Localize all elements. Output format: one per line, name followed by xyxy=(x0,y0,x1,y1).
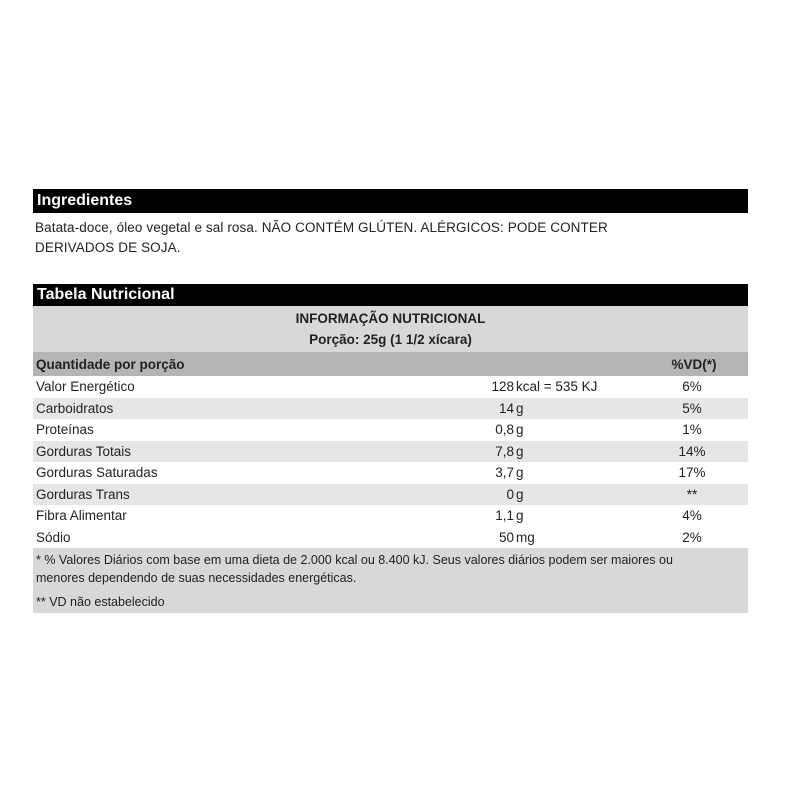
nutrient-value: 3,7 xyxy=(495,465,514,481)
nutrient-unit: kcal = 535 KJ xyxy=(516,379,598,395)
nutrient-name: Carboidratos xyxy=(36,400,114,416)
table-row xyxy=(33,462,748,484)
table-row xyxy=(33,505,748,527)
nutrient-name: Gorduras Trans xyxy=(36,486,130,502)
nutrient-unit: g xyxy=(516,486,524,502)
nutrient-vd: 17% xyxy=(678,465,706,481)
ingredients-heading xyxy=(33,189,748,213)
ingredients-line-2: DERIVADOS DE SOJA. xyxy=(35,240,181,255)
table-row xyxy=(33,441,748,463)
nutrition-heading xyxy=(33,284,748,306)
vd-column-header: %VD(*) xyxy=(671,356,717,372)
nutrient-unit: g xyxy=(516,422,524,438)
column-header-row xyxy=(33,352,748,376)
footnote-daily-values-line-1: * % Valores Diários com base em uma dieta de 2.000 kcal ou 8.400 kJ. Seus valores diários podem ser maiores ou xyxy=(36,553,673,567)
nutrition-table xyxy=(33,306,748,613)
nutrient-value: 0,8 xyxy=(495,422,514,438)
nutrient-vd: 2% xyxy=(682,529,702,545)
nutrient-vd: 5% xyxy=(682,400,702,416)
table-row xyxy=(33,527,748,549)
nutrient-value: 7,8 xyxy=(495,443,514,459)
nutrient-vd: 4% xyxy=(682,508,702,524)
nutrient-name: Gorduras Saturadas xyxy=(36,465,158,481)
nutrient-unit: g xyxy=(516,465,524,481)
nutrient-unit: g xyxy=(516,443,524,459)
nutrition-info-title: INFORMAÇÃO NUTRICIONAL xyxy=(295,311,486,326)
quantity-column-header: Quantidade por porção xyxy=(36,356,185,372)
nutrient-vd: 6% xyxy=(682,379,702,395)
ingredients-title: Ingredientes xyxy=(37,192,133,209)
nutrition-title: Tabela Nutricional xyxy=(37,286,175,303)
nutrient-name: Valor Energético xyxy=(36,379,135,395)
table-row xyxy=(33,376,748,398)
footnote-daily-values-line-2: menores dependendo de suas necessidades energéticas. xyxy=(36,571,357,585)
table-row xyxy=(33,419,748,441)
table-row xyxy=(33,398,748,420)
nutrient-value: 128 xyxy=(491,379,514,395)
nutrient-value: 50 xyxy=(498,529,514,545)
ingredients-text xyxy=(33,218,750,258)
nutrient-unit: g xyxy=(516,508,524,524)
nutrient-name: Proteínas xyxy=(36,422,94,438)
nutrient-unit: mg xyxy=(516,529,535,545)
ingredients-line-1: Batata-doce, óleo vegetal e sal rosa. NÃO CONTÉM GLÚTEN. ALÉRGICOS: PODE CONTER xyxy=(35,220,608,235)
nutrient-name: Gorduras Totais xyxy=(36,443,132,459)
nutrient-vd: 1% xyxy=(682,422,702,438)
nutrient-name: Fibra Alimentar xyxy=(36,508,127,524)
nutrient-name: Sódio xyxy=(36,529,71,545)
nutrient-unit: g xyxy=(516,400,524,416)
nutrition-table-header xyxy=(33,306,748,352)
nutrient-value: 0 xyxy=(506,486,514,502)
nutrition-footnotes xyxy=(33,548,748,613)
footnote-vd-not-established: ** VD não estabelecido xyxy=(36,595,165,609)
nutrient-value: 1,1 xyxy=(495,508,514,524)
nutrient-value: 14 xyxy=(498,400,514,416)
nutrient-vd: ** xyxy=(686,486,698,502)
portion-text: Porção: 25g (1 1/2 xícara) xyxy=(309,332,472,347)
table-row xyxy=(33,484,748,506)
nutrient-vd: 14% xyxy=(678,443,706,459)
